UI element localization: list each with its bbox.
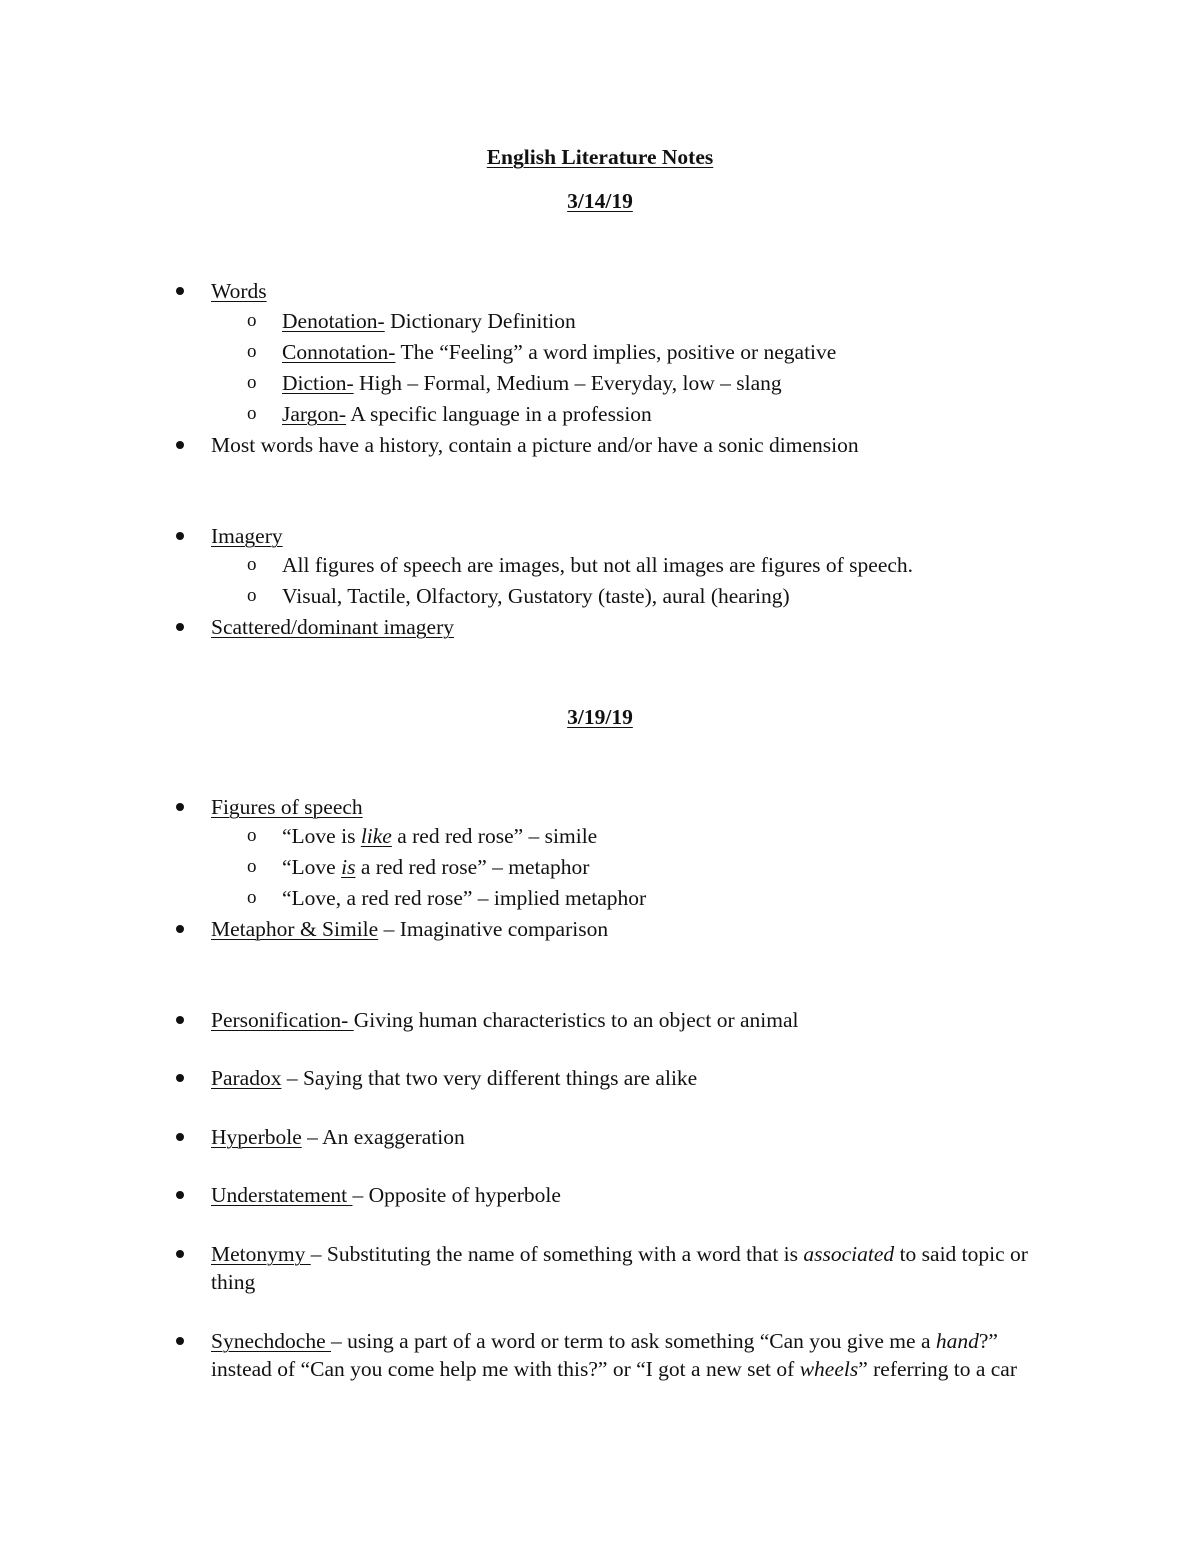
list-item-metaphor (282, 853, 589, 881)
term-definition: A specific language in a profession (346, 402, 652, 426)
term-definition: – Imaginative comparison (378, 917, 609, 941)
quote-text: a red red rose” – metaphor (355, 855, 590, 879)
bullet-icon (176, 1016, 184, 1024)
term-definition: The “Feeling” a word implies, positive or negative (395, 340, 837, 364)
term-definition: to said topic or thing (211, 1242, 1028, 1294)
list-item-simile (282, 822, 597, 850)
document-title: English Literature Notes (486, 145, 714, 169)
words-heading: Words (211, 279, 267, 303)
sub-bullet-icon: o (247, 585, 257, 606)
term-label: Paradox (211, 1066, 282, 1090)
sub-bullet-icon: o (247, 372, 257, 393)
sub-bullet-icon: o (247, 554, 257, 575)
sub-bullet-icon: o (247, 825, 257, 846)
term-label: Connotation- (282, 340, 396, 364)
list-item-hyperbole (211, 1123, 465, 1151)
sub-bullet-icon: o (247, 341, 257, 362)
list-item-understatement (211, 1181, 561, 1209)
quote-text: a red red rose” – simile (391, 824, 598, 848)
bullet-icon (176, 441, 184, 449)
imagery-heading: Imagery (211, 524, 283, 548)
term-definition: Giving human characteristics to an object or animal (353, 1008, 799, 1032)
term-definition: ?” instead of “Can you come help me with this?” or “I got a new set of (211, 1329, 998, 1381)
list-item-jargon (282, 400, 652, 428)
list-item-metaphor-simile (211, 915, 608, 943)
bullet-icon (176, 1250, 184, 1258)
list-item-denotation (282, 307, 576, 335)
list-item-synechdoche (211, 1327, 1041, 1383)
list-item-imagery-2: Visual, Tactile, Olfactory, Gustatory (taste), aural (hearing) (282, 584, 790, 608)
bullet-icon (176, 623, 184, 631)
term-definition: – An exaggeration (301, 1125, 465, 1149)
list-item-imagery-1: All figures of speech are images, but not all images are figures of speech. (282, 553, 914, 577)
term-label: Diction- (282, 371, 354, 395)
figures-heading: Figures of speech (211, 795, 363, 819)
emphasis-hand: hand (935, 1329, 979, 1353)
bullet-icon (176, 1191, 184, 1199)
quote-text: “Love is (282, 824, 361, 848)
bullet-icon (176, 532, 184, 540)
sub-bullet-icon: o (247, 403, 257, 424)
term-definition: – using a part of a word or term to ask something “Can you give me a (331, 1329, 936, 1353)
term-label: Personification- (211, 1008, 354, 1032)
emphasis-wheels: wheels (799, 1357, 859, 1381)
list-item-metonymy (211, 1240, 1041, 1296)
sub-bullet-icon: o (247, 887, 257, 908)
term-label: Metonymy (211, 1242, 311, 1266)
bullet-icon (176, 803, 184, 811)
term-definition: – Substituting the name of something with a word that is (310, 1242, 804, 1266)
list-item-history: Most words have a history, contain a picture and/or have a sonic dimension (211, 433, 859, 457)
list-item-paradox (211, 1064, 697, 1092)
bullet-icon (176, 925, 184, 933)
quote-text: “Love (282, 855, 342, 879)
emphasis-like: like (360, 824, 392, 848)
term-label: Understatement (211, 1183, 353, 1207)
list-item-implied-metaphor: “Love, a red red rose” – implied metaphor (282, 886, 647, 910)
term-definition: – Opposite of hyperbole (352, 1183, 561, 1207)
bullet-icon (176, 287, 184, 295)
bullet-icon (176, 1074, 184, 1082)
term-label: Synechdoche (211, 1329, 332, 1353)
list-item-diction (282, 369, 782, 397)
list-item-scattered: Scattered/dominant imagery (211, 615, 454, 639)
list-item-personification (211, 1006, 798, 1034)
sub-bullet-icon: o (247, 856, 257, 877)
emphasis-associated: associated (803, 1242, 895, 1266)
date-heading-2: 3/19/19 (567, 705, 633, 729)
term-label: Denotation- (282, 309, 385, 333)
term-label: Hyperbole (211, 1125, 302, 1149)
term-definition: Dictionary Definition (384, 309, 576, 333)
emphasis-is: is (341, 855, 356, 879)
term-definition: High – Formal, Medium – Everyday, low – slang (353, 371, 782, 395)
bullet-icon (176, 1133, 184, 1141)
bullet-icon (176, 1337, 184, 1345)
term-definition: – Saying that two very different things are alike (281, 1066, 698, 1090)
sub-bullet-icon: o (247, 310, 257, 331)
list-item-connotation (282, 338, 836, 366)
date-heading-1: 3/14/19 (567, 189, 633, 213)
term-label: Metaphor & Simile (211, 917, 379, 941)
term-definition: ” referring to a car (858, 1357, 1017, 1381)
term-label: Jargon- (282, 402, 347, 426)
